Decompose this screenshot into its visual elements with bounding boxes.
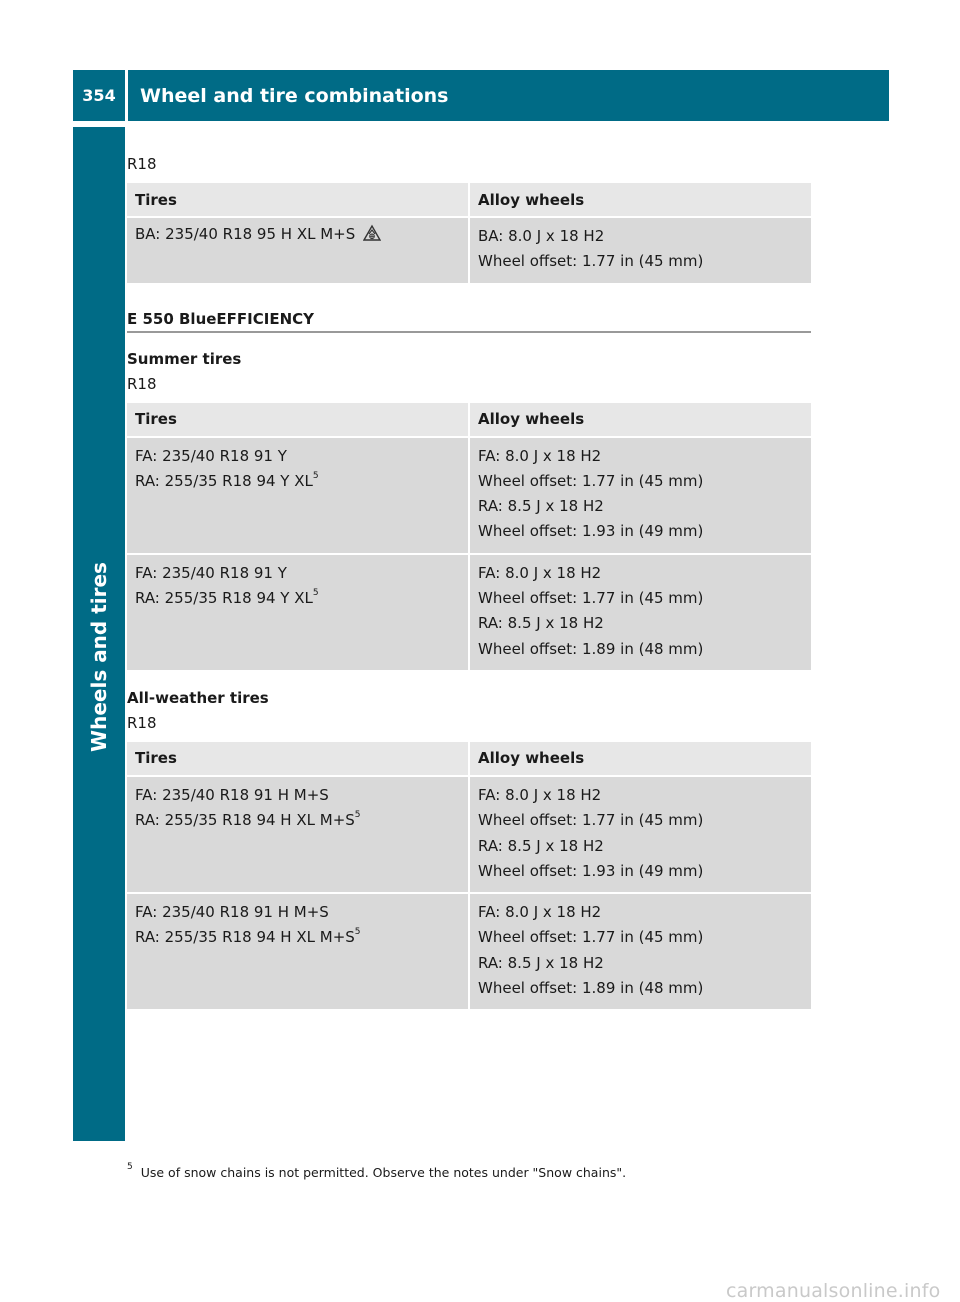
tires-cell — [127, 893, 469, 1010]
table-header-row — [127, 183, 811, 217]
rear-tire-spec — [135, 586, 460, 611]
summer-size-label: R18 — [127, 374, 157, 393]
page-number: 354 — [73, 70, 125, 121]
wheels-cell — [469, 554, 811, 671]
footnote — [127, 1161, 627, 1180]
front-tire-spec: FA: 235/40 R18 91 Y — [135, 446, 287, 465]
column-header-tires: Tires — [127, 403, 469, 437]
summer-tires-label: Summer tires — [127, 349, 242, 368]
column-header-wheels: Alloy wheels — [469, 742, 811, 776]
footnote-ref: 5 — [354, 927, 361, 938]
column-header-wheels: Alloy wheels — [469, 403, 811, 437]
wheel-offset: Wheel offset: 1.77 in (45 mm) — [478, 252, 704, 271]
wheels-cell — [469, 776, 811, 893]
column-header-tires: Tires — [127, 742, 469, 776]
table-row — [127, 776, 811, 893]
page-content — [127, 152, 811, 1011]
wheel-spec: BA: 8.0 J x 18 H2 — [478, 227, 605, 245]
snow-mountain-icon — [363, 224, 381, 246]
tires-cell — [127, 217, 469, 284]
all-weather-size-label: R18 — [127, 713, 157, 732]
footnote-ref: 5 — [312, 470, 319, 481]
table-row — [127, 217, 811, 284]
rear-tire-spec — [135, 469, 460, 494]
rear-tire-text: RA: 255/35 R18 94 H XL M+S — [135, 928, 355, 947]
tires-cell — [127, 437, 469, 554]
table-row — [127, 554, 811, 671]
wheel-spec: RA: 8.5 J x 18 H2 — [478, 953, 604, 972]
model-heading: E 550 BlueEFFICIENCY — [127, 307, 811, 333]
rear-tire-text: RA: 255/35 R18 94 Y XL — [135, 471, 313, 490]
rear-tire-text: RA: 255/35 R18 94 H XL M+S — [135, 811, 355, 830]
all-weather-tire-table — [127, 742, 811, 1011]
watermark: carmanualsonline.info — [726, 1280, 941, 1302]
footnote-text: Use of snow chains is not permitted. Observe the notes under "Snow chains". — [140, 1165, 627, 1180]
all-weather-tires-label: All-weather tires — [127, 688, 269, 707]
front-tire-spec: FA: 235/40 R18 91 H M+S — [135, 785, 329, 804]
table-header-row — [127, 403, 811, 437]
wheel-offset: Wheel offset: 1.93 in (49 mm) — [478, 861, 704, 880]
summer-tire-table — [127, 403, 811, 672]
top-wheel-table — [127, 183, 811, 285]
wheel-offset: Wheel offset: 1.89 in (48 mm) — [478, 639, 704, 658]
side-tab-marker — [73, 753, 125, 804]
wheel-offset: Wheel offset: 1.77 in (45 mm) — [478, 811, 704, 830]
footnote-ref: 5 — [354, 810, 361, 821]
wheel-spec: RA: 8.5 J x 18 H2 — [478, 614, 604, 633]
wheels-cell — [469, 437, 811, 554]
footnote-marker: 5 — [127, 1161, 133, 1172]
wheel-offset: Wheel offset: 1.77 in (45 mm) — [478, 471, 704, 490]
rear-tire-spec — [135, 808, 460, 833]
footnote-ref: 5 — [312, 588, 319, 599]
wheel-offset: Wheel offset: 1.77 in (45 mm) — [478, 928, 704, 947]
wheel-spec: FA: 8.0 J x 18 H2 — [478, 446, 602, 465]
table-row — [127, 893, 811, 1010]
wheel-spec: RA: 8.5 J x 18 H2 — [478, 497, 604, 516]
wheel-offset: Wheel offset: 1.89 in (48 mm) — [478, 979, 704, 998]
side-tab-label: Wheels and tires — [87, 562, 111, 752]
tire-spec: BA: 235/40 R18 95 H XL M+S — [135, 225, 356, 243]
wheels-cell — [469, 893, 811, 1010]
top-size-label: R18 — [127, 155, 157, 173]
column-header-tires: Tires — [127, 183, 469, 217]
rear-tire-spec — [135, 925, 460, 950]
tires-cell — [127, 776, 469, 893]
wheel-spec: FA: 8.0 J x 18 H2 — [478, 903, 602, 922]
front-tire-spec: FA: 235/40 R18 91 Y — [135, 563, 287, 582]
wheel-spec: FA: 8.0 J x 18 H2 — [478, 785, 602, 804]
rear-tire-text: RA: 255/35 R18 94 Y XL — [135, 589, 313, 608]
table-header-row — [127, 742, 811, 776]
wheel-offset: Wheel offset: 1.93 in (49 mm) — [478, 522, 704, 541]
wheel-spec: RA: 8.5 J x 18 H2 — [478, 836, 604, 855]
tires-cell — [127, 554, 469, 671]
column-header-wheels: Alloy wheels — [469, 183, 811, 217]
page-title: Wheel and tire combinations — [128, 70, 889, 121]
wheel-offset: Wheel offset: 1.77 in (45 mm) — [478, 589, 704, 608]
wheel-spec: FA: 8.0 J x 18 H2 — [478, 563, 602, 582]
front-tire-spec: FA: 235/40 R18 91 H M+S — [135, 903, 329, 922]
table-row — [127, 437, 811, 554]
wheels-cell — [469, 217, 811, 284]
